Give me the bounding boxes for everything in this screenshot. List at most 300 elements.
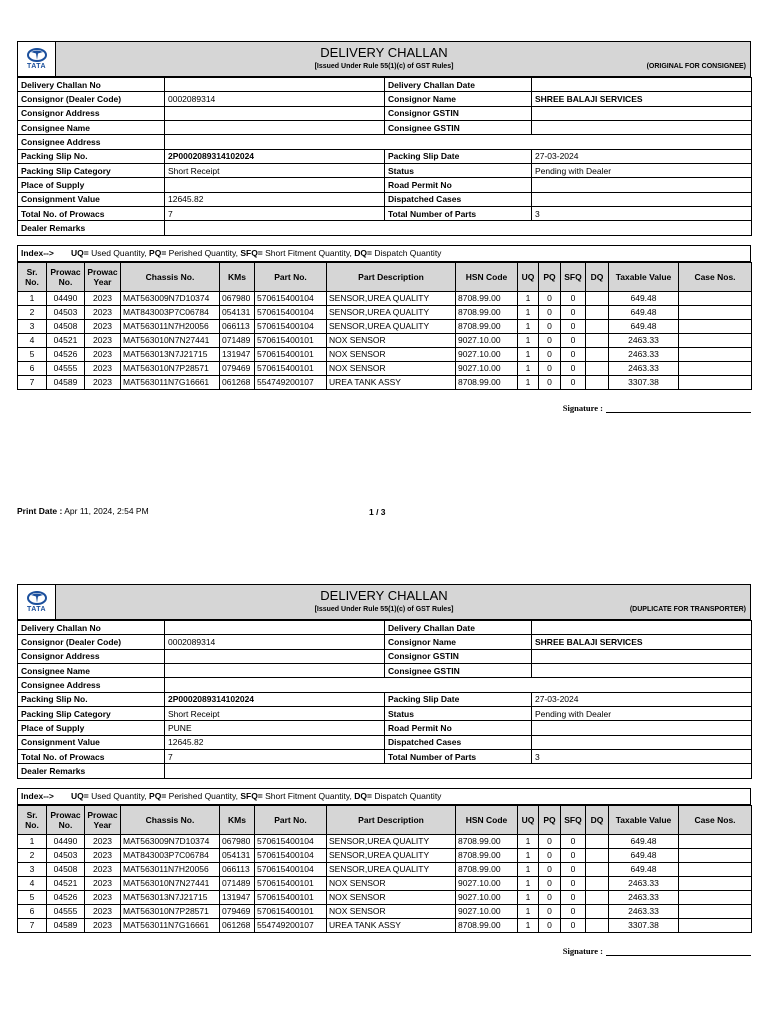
cases-cell xyxy=(679,291,752,305)
consignor-code-label: Consignor (Dealer Code) xyxy=(18,92,165,106)
taxable-cell: 2463.33 xyxy=(609,347,679,361)
chassis-cell: MAT563011N7H20056 xyxy=(121,319,220,333)
sfq-cell: 0 xyxy=(561,361,586,375)
part-no-cell: 570615400101 xyxy=(255,904,327,918)
challan-info-table xyxy=(17,620,752,779)
col-part-desc: Part Description xyxy=(327,262,456,291)
packing-slip-no-label: Packing Slip No. xyxy=(18,692,165,706)
chassis-cell: MAT563010N7P28571 xyxy=(121,361,220,375)
pq-cell: 0 xyxy=(539,361,561,375)
sr-cell: 3 xyxy=(18,862,47,876)
part-no-cell: 570615400101 xyxy=(255,347,327,361)
consignment-value-label: Consignment Value xyxy=(18,735,165,749)
kms-cell: 067980 xyxy=(220,834,255,848)
sr-cell: 7 xyxy=(18,375,47,389)
sfq-cell: 0 xyxy=(561,305,586,319)
sfq-cell: 0 xyxy=(561,375,586,389)
table-row xyxy=(18,178,752,192)
chassis-cell: MAT563011N7H20056 xyxy=(121,862,220,876)
cases-cell xyxy=(679,319,752,333)
table-row xyxy=(18,862,752,876)
prowac-year-cell: 2023 xyxy=(85,361,121,375)
table-row xyxy=(18,221,752,235)
part-no-cell: 570615400101 xyxy=(255,890,327,904)
col-dq: DQ xyxy=(586,262,609,291)
col-pq: PQ xyxy=(539,805,561,834)
hsn-cell: 9027.10.00 xyxy=(456,876,518,890)
total-parts-value: 3 xyxy=(532,207,752,221)
index-text: UQ= Used Quantity, PQ= Perished Quantity, SFQ= Short Fitment Quantity, DQ= Dispatch Quantity xyxy=(71,791,442,802)
col-prowac-no: Prowac No. xyxy=(47,805,85,834)
part-desc-cell: NOX SENSOR xyxy=(327,347,456,361)
table-row xyxy=(18,106,752,120)
consignee-address-value xyxy=(165,135,752,149)
part-no-cell: 570615400101 xyxy=(255,876,327,890)
uq-cell: 1 xyxy=(518,305,539,319)
part-desc-cell: SENSOR,UREA QUALITY xyxy=(327,848,456,862)
hsn-cell: 8708.99.00 xyxy=(456,918,518,932)
consignor-name-label: Consignor Name xyxy=(385,635,532,649)
status-label: Status xyxy=(385,707,532,721)
table-row xyxy=(18,361,752,375)
print-date-area xyxy=(17,506,149,516)
challan-no-label: Delivery Challan No xyxy=(18,78,165,92)
signature-area xyxy=(563,403,751,413)
prowac-year-cell: 2023 xyxy=(85,333,121,347)
consignee-name-value xyxy=(165,664,385,678)
table-row xyxy=(18,135,752,149)
packing-slip-category-value: Short Receipt xyxy=(165,164,385,178)
part-desc-cell: SENSOR,UREA QUALITY xyxy=(327,862,456,876)
hsn-cell: 8708.99.00 xyxy=(456,291,518,305)
sr-cell: 2 xyxy=(18,305,47,319)
packing-slip-no-label: Packing Slip No. xyxy=(18,149,165,163)
page-number: 1 / 3 xyxy=(369,507,386,517)
hsn-cell: 8708.99.00 xyxy=(456,319,518,333)
col-part-no: Part No. xyxy=(255,805,327,834)
dispatched-cases-label: Dispatched Cases xyxy=(385,735,532,749)
uq-cell: 1 xyxy=(518,904,539,918)
dq-cell xyxy=(586,375,609,389)
parts-table xyxy=(17,805,752,933)
table-row xyxy=(18,192,752,206)
cases-cell xyxy=(679,375,752,389)
prowac-no-cell: 04503 xyxy=(47,305,85,319)
part-desc-cell: SENSOR,UREA QUALITY xyxy=(327,319,456,333)
pq-cell: 0 xyxy=(539,918,561,932)
table-row xyxy=(18,347,752,361)
table-row xyxy=(18,305,752,319)
consignee-name-label: Consignee Name xyxy=(18,121,165,135)
kms-cell: 061268 xyxy=(220,918,255,932)
cases-cell xyxy=(679,834,752,848)
prowac-no-cell: 04508 xyxy=(47,862,85,876)
challan-header xyxy=(17,41,751,77)
kms-cell: 079469 xyxy=(220,904,255,918)
table-row xyxy=(18,764,752,778)
kms-cell: 061268 xyxy=(220,375,255,389)
kms-cell: 067980 xyxy=(220,291,255,305)
pq-cell: 0 xyxy=(539,305,561,319)
col-hsn: HSN Code xyxy=(456,805,518,834)
table-row xyxy=(18,207,752,221)
col-kms: KMs xyxy=(220,262,255,291)
table-header-row xyxy=(18,262,752,291)
index-legend xyxy=(17,245,751,262)
part-no-cell: 570615400104 xyxy=(255,862,327,876)
cases-cell xyxy=(679,904,752,918)
place-of-supply-value: PUNE xyxy=(165,721,385,735)
taxable-cell: 2463.33 xyxy=(609,904,679,918)
chassis-cell: MAT563010N7N27441 xyxy=(121,333,220,347)
total-prowacs-label: Total No. of Prowacs xyxy=(18,750,165,764)
dq-cell xyxy=(586,834,609,848)
col-sfq: SFQ xyxy=(561,262,586,291)
col-taxable: Taxable Value xyxy=(609,262,679,291)
part-no-cell: 554749200107 xyxy=(255,375,327,389)
pq-cell: 0 xyxy=(539,319,561,333)
col-sfq: SFQ xyxy=(561,805,586,834)
taxable-cell: 649.48 xyxy=(609,862,679,876)
signature-label: Signature : xyxy=(562,403,603,413)
dq-cell xyxy=(586,291,609,305)
chassis-cell: MAT843003P7C06784 xyxy=(121,305,220,319)
challan-copy-original xyxy=(17,41,751,517)
table-row xyxy=(18,890,752,904)
status-label: Status xyxy=(385,164,532,178)
consignor-gstin-value xyxy=(532,649,752,663)
pq-cell: 0 xyxy=(539,876,561,890)
part-no-cell: 570615400104 xyxy=(255,319,327,333)
sfq-cell: 0 xyxy=(561,347,586,361)
prowac-year-cell: 2023 xyxy=(85,319,121,333)
consignee-address-value xyxy=(165,678,752,692)
part-desc-cell: UREA TANK ASSY xyxy=(327,918,456,932)
uq-cell: 1 xyxy=(518,361,539,375)
cases-cell xyxy=(679,890,752,904)
consignee-name-label: Consignee Name xyxy=(18,664,165,678)
sfq-cell: 0 xyxy=(561,890,586,904)
consignor-gstin-value xyxy=(532,106,752,120)
cases-cell xyxy=(679,361,752,375)
challan-no-value xyxy=(165,78,385,92)
table-row xyxy=(18,876,752,890)
parts-table xyxy=(17,262,752,390)
col-cases: Case Nos. xyxy=(679,805,752,834)
uq-cell: 1 xyxy=(518,834,539,848)
table-row xyxy=(18,692,752,706)
sr-cell: 5 xyxy=(18,890,47,904)
road-permit-label: Road Permit No xyxy=(385,178,532,192)
dq-cell xyxy=(586,876,609,890)
table-row xyxy=(18,92,752,106)
table-row xyxy=(18,333,752,347)
packing-slip-date-value: 27-03-2024 xyxy=(532,692,752,706)
sr-cell: 4 xyxy=(18,876,47,890)
consignor-name-label: Consignor Name xyxy=(385,92,532,106)
challan-info-table xyxy=(17,77,752,236)
taxable-cell: 3307.38 xyxy=(609,375,679,389)
road-permit-value xyxy=(532,721,752,735)
prowac-no-cell: 04490 xyxy=(47,834,85,848)
packing-slip-category-value: Short Receipt xyxy=(165,707,385,721)
consignor-name-value: SHREE BALAJI SERVICES xyxy=(532,635,752,649)
uq-cell: 1 xyxy=(518,848,539,862)
hsn-cell: 8708.99.00 xyxy=(456,375,518,389)
consignment-value-label: Consignment Value xyxy=(18,192,165,206)
col-hsn: HSN Code xyxy=(456,262,518,291)
sfq-cell: 0 xyxy=(561,918,586,932)
part-desc-cell: NOX SENSOR xyxy=(327,890,456,904)
uq-cell: 1 xyxy=(518,918,539,932)
total-parts-label: Total Number of Parts xyxy=(385,207,532,221)
consignor-name-value: SHREE BALAJI SERVICES xyxy=(532,92,752,106)
consignor-code-label: Consignor (Dealer Code) xyxy=(18,635,165,649)
consignee-gstin-value xyxy=(532,121,752,135)
table-row xyxy=(18,375,752,389)
chassis-cell: MAT563010N7N27441 xyxy=(121,876,220,890)
hsn-cell: 9027.10.00 xyxy=(456,361,518,375)
cases-cell xyxy=(679,862,752,876)
uq-cell: 1 xyxy=(518,333,539,347)
uq-cell: 1 xyxy=(518,890,539,904)
prowac-no-cell: 04589 xyxy=(47,375,85,389)
col-sr: Sr. No. xyxy=(18,262,47,291)
packing-slip-no-value: 2P0002089314102024 xyxy=(165,692,385,706)
table-row xyxy=(18,735,752,749)
sr-cell: 1 xyxy=(18,834,47,848)
sfq-cell: 0 xyxy=(561,876,586,890)
chassis-cell: MAT563009N7D10374 xyxy=(121,291,220,305)
index-key: Index--> xyxy=(21,791,54,802)
dq-cell xyxy=(586,848,609,862)
taxable-cell: 649.48 xyxy=(609,848,679,862)
chassis-cell: MAT563010N7P28571 xyxy=(121,904,220,918)
pq-cell: 0 xyxy=(539,375,561,389)
prowac-year-cell: 2023 xyxy=(85,375,121,389)
packing-slip-date-value: 27-03-2024 xyxy=(532,149,752,163)
logo-text: TATA xyxy=(26,63,47,70)
parts-body xyxy=(18,291,752,389)
col-taxable: Taxable Value xyxy=(609,805,679,834)
dq-cell xyxy=(586,918,609,932)
pq-cell: 0 xyxy=(539,333,561,347)
challan-date-value xyxy=(532,621,752,635)
consignor-address-value xyxy=(165,649,385,663)
hsn-cell: 8708.99.00 xyxy=(456,862,518,876)
kms-cell: 071489 xyxy=(220,876,255,890)
dispatched-cases-label: Dispatched Cases xyxy=(385,192,532,206)
cases-cell xyxy=(679,305,752,319)
part-no-cell: 570615400101 xyxy=(255,333,327,347)
consignor-address-label: Consignor Address xyxy=(18,649,165,663)
prowac-year-cell: 2023 xyxy=(85,862,121,876)
table-row xyxy=(18,750,752,764)
consignee-address-label: Consignee Address xyxy=(18,135,165,149)
prowac-no-cell: 04555 xyxy=(47,361,85,375)
consignor-code-value: 0002089314 xyxy=(165,92,385,106)
pq-cell: 0 xyxy=(539,291,561,305)
part-desc-cell: NOX SENSOR xyxy=(327,904,456,918)
hsn-cell: 9027.10.00 xyxy=(456,890,518,904)
table-row xyxy=(18,149,752,163)
index-key: Index--> xyxy=(21,248,54,259)
consignee-gstin-value xyxy=(532,664,752,678)
packing-slip-category-label: Packing Slip Category xyxy=(18,707,165,721)
prowac-no-cell: 04589 xyxy=(47,918,85,932)
cases-cell xyxy=(679,918,752,932)
sfq-cell: 0 xyxy=(561,862,586,876)
place-of-supply-label: Place of Supply xyxy=(18,721,165,735)
table-row xyxy=(18,319,752,333)
print-date-label: Print Date : xyxy=(17,506,63,516)
table-row xyxy=(18,904,752,918)
chassis-cell: MAT563011N7G16661 xyxy=(121,375,220,389)
kms-cell: 071489 xyxy=(220,333,255,347)
place-of-supply-value xyxy=(165,178,385,192)
part-no-cell: 570615400101 xyxy=(255,361,327,375)
taxable-cell: 3307.38 xyxy=(609,918,679,932)
table-row xyxy=(18,78,752,92)
document-title: DELIVERY CHALLAN xyxy=(320,45,448,60)
total-prowacs-value: 7 xyxy=(165,750,385,764)
dq-cell xyxy=(586,333,609,347)
sfq-cell: 0 xyxy=(561,319,586,333)
prowac-year-cell: 2023 xyxy=(85,876,121,890)
chassis-cell: MAT563013N7J21715 xyxy=(121,347,220,361)
print-date-value: Apr 11, 2024, 2:54 PM xyxy=(62,506,149,516)
prowac-year-cell: 2023 xyxy=(85,918,121,932)
uq-cell: 1 xyxy=(518,319,539,333)
kms-cell: 066113 xyxy=(220,862,255,876)
taxable-cell: 649.48 xyxy=(609,319,679,333)
sfq-cell: 0 xyxy=(561,291,586,305)
part-no-cell: 570615400104 xyxy=(255,291,327,305)
total-parts-label: Total Number of Parts xyxy=(385,750,532,764)
hsn-cell: 9027.10.00 xyxy=(456,347,518,361)
col-uq: UQ xyxy=(518,805,539,834)
copy-label: (ORIGINAL FOR CONSIGNEE) xyxy=(646,63,746,70)
uq-cell: 1 xyxy=(518,862,539,876)
sr-cell: 7 xyxy=(18,918,47,932)
prowac-year-cell: 2023 xyxy=(85,834,121,848)
challan-header xyxy=(17,584,751,620)
packing-slip-no-value: 2P0002089314102024 xyxy=(165,149,385,163)
sr-cell: 5 xyxy=(18,347,47,361)
col-chassis: Chassis No. xyxy=(121,262,220,291)
challan-no-value xyxy=(165,621,385,635)
dealer-remarks-value xyxy=(165,764,752,778)
prowac-no-cell: 04555 xyxy=(47,904,85,918)
dq-cell xyxy=(586,347,609,361)
consignee-name-value xyxy=(165,121,385,135)
prowac-year-cell: 2023 xyxy=(85,291,121,305)
packing-slip-date-label: Packing Slip Date xyxy=(385,692,532,706)
gst-rule: [Issued Under Rule 55(1)(c) of GST Rules] xyxy=(314,606,454,613)
dispatched-cases-value xyxy=(532,735,752,749)
challan-date-label: Delivery Challan Date xyxy=(385,621,532,635)
sr-cell: 2 xyxy=(18,848,47,862)
index-text: UQ= Used Quantity, PQ= Perished Quantity, SFQ= Short Fitment Quantity, DQ= Dispatch Quantity xyxy=(71,248,442,259)
consignor-gstin-label: Consignor GSTIN xyxy=(385,106,532,120)
prowac-year-cell: 2023 xyxy=(85,904,121,918)
signature-area xyxy=(563,946,751,956)
hsn-cell: 8708.99.00 xyxy=(456,848,518,862)
hsn-cell: 8708.99.00 xyxy=(456,834,518,848)
table-row xyxy=(18,721,752,735)
chassis-cell: MAT563013N7J21715 xyxy=(121,890,220,904)
challan-copy-duplicate xyxy=(17,584,751,956)
pq-cell: 0 xyxy=(539,904,561,918)
consignment-value: 12645.82 xyxy=(165,735,385,749)
challan-date-label: Delivery Challan Date xyxy=(385,78,532,92)
cases-cell xyxy=(679,347,752,361)
consignor-gstin-label: Consignor GSTIN xyxy=(385,649,532,663)
signature-label: Signature : xyxy=(562,946,603,956)
sr-cell: 6 xyxy=(18,361,47,375)
kms-cell: 066113 xyxy=(220,319,255,333)
table-row xyxy=(18,834,752,848)
table-row xyxy=(18,621,752,635)
table-row xyxy=(18,121,752,135)
total-prowacs-value: 7 xyxy=(165,207,385,221)
taxable-cell: 649.48 xyxy=(609,291,679,305)
prowac-year-cell: 2023 xyxy=(85,848,121,862)
sfq-cell: 0 xyxy=(561,904,586,918)
taxable-cell: 649.48 xyxy=(609,834,679,848)
consignee-gstin-label: Consignee GSTIN xyxy=(385,121,532,135)
dispatched-cases-value xyxy=(532,192,752,206)
prowac-year-cell: 2023 xyxy=(85,890,121,904)
sr-cell: 3 xyxy=(18,319,47,333)
uq-cell: 1 xyxy=(518,347,539,361)
hsn-cell: 9027.10.00 xyxy=(456,904,518,918)
hsn-cell: 9027.10.00 xyxy=(456,333,518,347)
pq-cell: 0 xyxy=(539,834,561,848)
col-prowac-year: Prowac Year xyxy=(85,262,121,291)
table-row xyxy=(18,918,752,932)
prowac-no-cell: 04503 xyxy=(47,848,85,862)
prowac-no-cell: 04508 xyxy=(47,319,85,333)
kms-cell: 079469 xyxy=(220,361,255,375)
consignor-address-label: Consignor Address xyxy=(18,106,165,120)
sr-cell: 1 xyxy=(18,291,47,305)
col-chassis: Chassis No. xyxy=(121,805,220,834)
prowac-no-cell: 04526 xyxy=(47,890,85,904)
taxable-cell: 2463.33 xyxy=(609,876,679,890)
col-prowac-year: Prowac Year xyxy=(85,805,121,834)
sfq-cell: 0 xyxy=(561,848,586,862)
prowac-no-cell: 04521 xyxy=(47,876,85,890)
logo-text: TATA xyxy=(26,606,47,613)
consignee-gstin-label: Consignee GSTIN xyxy=(385,664,532,678)
taxable-cell: 2463.33 xyxy=(609,333,679,347)
table-row xyxy=(18,678,752,692)
taxable-cell: 649.48 xyxy=(609,305,679,319)
status-value: Pending with Dealer xyxy=(532,164,752,178)
pq-cell: 0 xyxy=(539,347,561,361)
col-cases: Case Nos. xyxy=(679,262,752,291)
sfq-cell: 0 xyxy=(561,834,586,848)
part-no-cell: 570615400104 xyxy=(255,848,327,862)
copy-label: (DUPLICATE FOR TRANSPORTER) xyxy=(629,606,746,613)
part-desc-cell: NOX SENSOR xyxy=(327,876,456,890)
part-desc-cell: NOX SENSOR xyxy=(327,361,456,375)
part-desc-cell: SENSOR,UREA QUALITY xyxy=(327,291,456,305)
part-desc-cell: UREA TANK ASSY xyxy=(327,375,456,389)
part-desc-cell: NOX SENSOR xyxy=(327,333,456,347)
dq-cell xyxy=(586,904,609,918)
